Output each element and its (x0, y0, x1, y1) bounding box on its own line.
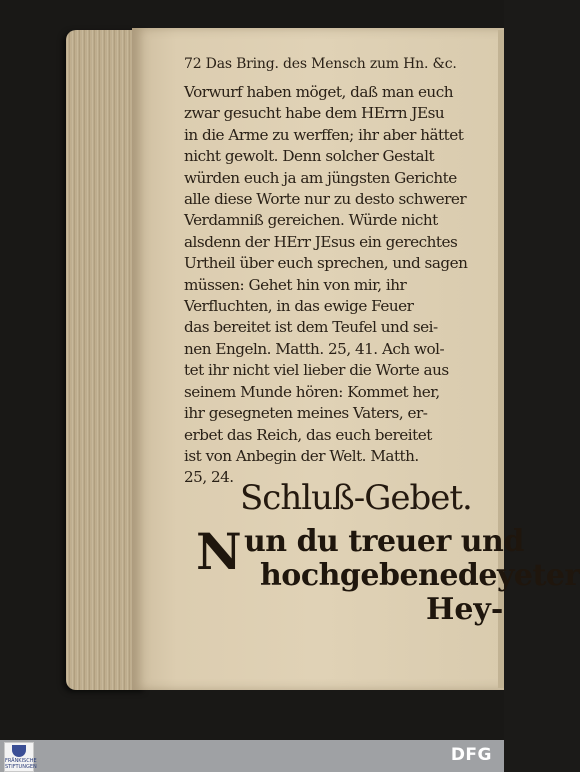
text-line: Vorwurf haben möget, daß man euch (184, 83, 454, 101)
text-line: Verfluchten, in das ewige Feuer (184, 297, 414, 316)
text-line: nen Engeln. Matth. 25, 41. Ach wol- (184, 339, 445, 358)
running-header: 72 Das Bring. des Mensch zum Hn. &c. (184, 56, 457, 72)
text-line: ist von Anbegin der Welt. Matth. (184, 446, 419, 465)
prayer-line: Hey- (426, 592, 504, 627)
text-line: tet ihr nicht viel lieber die Worte aus (184, 361, 449, 380)
body-text (184, 82, 494, 489)
dfg-logo[interactable]: DFG (450, 745, 492, 765)
text-line: das bereitet ist dem Teufel und sei- (184, 318, 438, 337)
text-line: nicht gewolt. Denn solcher Gestalt (184, 147, 435, 166)
prayer-line: hochgebenedeyeter (260, 558, 580, 593)
text-line: müssen: Gehet hin von mir, ihr (184, 275, 407, 294)
text-line: Urtheil über euch sprechen, und sagen (184, 254, 468, 273)
institution-logo[interactable] (4, 742, 37, 772)
text-line: seinem Munde hören: Kommet her, (184, 382, 440, 401)
text-line: zwar gesucht habe dem HErrn JEsu (184, 104, 445, 123)
decorated-initial: N (196, 522, 242, 581)
text-line: erbet das Reich, das euch bereitet (184, 425, 432, 444)
prayer-heading: Schluß-Gebet. (240, 478, 472, 518)
text-line: 25, 24. (184, 468, 234, 487)
text-line: würden euch ja am jüngsten Gerichte (184, 168, 457, 187)
text-line: ihr gesegneten meines Vaters, er- (184, 404, 428, 423)
text-line: alle diese Worte nur zu desto schwerer (184, 190, 467, 209)
text-line: in die Arme zu werffen; ihr aber hättet (184, 125, 464, 144)
text-line: Verdamniß gereichen. Würde nicht (184, 211, 438, 230)
viewer-footer (0, 740, 504, 772)
prayer-line: un du treuer und (244, 524, 524, 559)
logo-text: FRÄNKISCHE STIFTUNGEN (5, 758, 37, 770)
text-line: alsdenn der HErr JEsus ein gerechtes (184, 232, 458, 251)
crest-icon (12, 745, 26, 757)
